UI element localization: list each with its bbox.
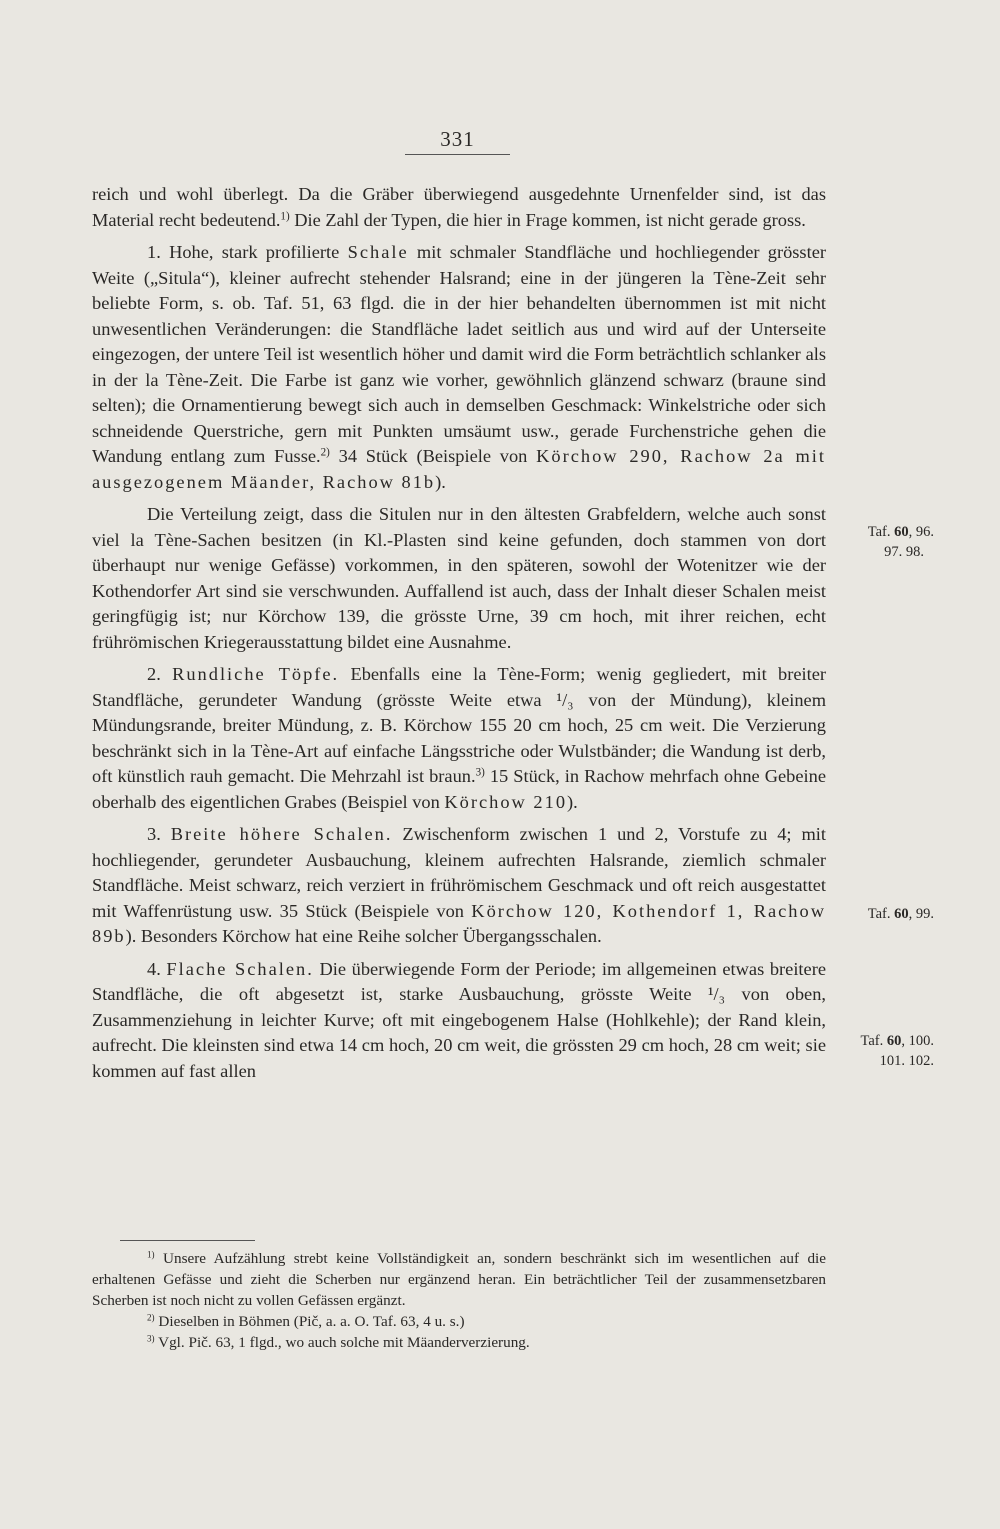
footnote-1	[92, 1248, 826, 1311]
text-run: ).	[567, 791, 578, 812]
footnote-text: Dieselben in Böhmen (Pič, a. a. O. Taf. 63, 4 u. s.)	[154, 1313, 465, 1330]
figure-refs: , 99.	[908, 906, 934, 922]
figure-refs: , 96.	[908, 524, 934, 540]
text-run: 15 Stück, in Rachow mehrfach ohne Gebeine oberhalb des eigentlichen Grabes (Beispiel von	[92, 766, 826, 812]
footnote-mark: 3)	[147, 1333, 155, 1344]
footnotes	[92, 1248, 826, 1353]
text-run: 2.	[147, 664, 173, 684]
plate-number: 60	[886, 1033, 902, 1049]
plate-number: 60	[894, 524, 909, 540]
spaced-term: Breite höhere Schalen.	[170, 824, 393, 844]
footnote-mark: 1)	[147, 1249, 155, 1260]
text-run: ). Besonders Körchow hat eine Reihe solcher Übergangsschalen.	[125, 926, 602, 946]
body-text	[92, 182, 826, 1091]
text-run: Die überwiegende Form der Periode; im allgemeinen etwas breitere Standfläche, die oft abgesetzt ist, starke Ausbauchung, grösste Weite ¹/₃ von oben, Zusammenziehung in leichter Kurve; oft mit eingebogenem Halse (Hohlkehle); der Rand klein, aufrecht. Die kleinsten sind etwa 14 cm hoch, 20 cm weit, die grössten 29 cm hoch, 28 cm weit; sie kommen auf fast allen	[92, 958, 826, 1081]
text-run: Die Verteilung zeigt, dass die Situlen nur in den ältesten Grabfeldern, welche auch sonst viel la Tène-Sachen besitzen (in Kl.-Plasten sind keine gefunden, doch stammen von dort überhaupt nur wenige Gefässe) vorkommen, in den späteren, sowohl der Wotenitzer wie der Kothendorfer Art sind sie verschwunden. Auffallend ist auch, dass der Inhalt dieser Schalen meist geringfügig ist; nur Körchow 139, die grösste Urne, 39 cm hoch, mit ihrer reichen, echt frührömischen Kriegerausstattung bildet eine Ausnahme.	[92, 504, 826, 652]
margin-prefix: Taf.	[867, 524, 891, 540]
plate-number: 60	[894, 906, 909, 922]
spaced-term: Körchow 290, Rachow 2a mit ausgezogenem Mäander, Rachow 81b	[92, 446, 826, 492]
footnote-ref: 2)	[320, 446, 330, 459]
text-run: Die Zahl der Typen, die hier in Frage kommen, ist nicht gerade gross.	[289, 209, 806, 230]
spaced-term: Flache Schalen.	[166, 958, 314, 979]
margin-note-plate-60-100	[834, 1031, 934, 1071]
footnote-text: Unsere Aufzählung strebt keine Vollständigkeit an, sondern beschränkt sich im wesentlichen auf die erhaltenen Gefässe und zieht die Scherben nur ergänzend heran. Ein beträchtlicher Teil der zusammensetzbaren Scherben ist noch nicht zu vollen Gefässen ergänzt.	[92, 1250, 826, 1309]
margin-prefix: Taf.	[867, 906, 891, 922]
paragraph-type-2	[92, 662, 826, 815]
margin-note-plate-60-99	[834, 904, 934, 924]
text-run: reich und wohl überlegt. Da die Gräber überwiegend ausgedehnte Urnenfelder sind, ist das Material recht bedeutend.	[92, 184, 826, 230]
text-run: mit schmaler Standfläche und hochliegender grösster Weite („Situla“), kleiner aufrecht stehender Halsrand; eine in der jüngeren la Tène-Zeit sehr beliebte Form, s. ob. Taf. 51, 63 flgd. die in der hier behandelten übernommen ist mit nicht unwesentlichen Veränderungen: die Standfläche ladet seitlich aus und wird auf der Unterseite eingezogen, der untere Teil ist wesentlich höher und damit wird die Form beträchtlich schlanker als in der la Tène-Zeit. Die Farbe ist ganz wie vorher, gewöhnlich glänzend schwarz (braune sind selten); die Ornamentierung bewegt sich auch in demselben Geschmack: Winkelstriche oder sich schneidende Querstriche, gern mit Punkten umsäumt usw., gerade Furchenstriche gehen die Wandung entlang zum Fusse.	[92, 242, 826, 466]
text-run: Zwischenform zwischen 1 und 2, Vorstufe zu 4; mit hochliegender, gerundeter Ausbauchung, kleinem aufrechten Halsrande, ziemlich schmaler Standfläche. Meist schwarz, reich verziert in frührömischem Geschmack und oft reich ausgestattet mit Waffenrüstung usw. 35 Stück (Beispiele von	[92, 824, 827, 921]
footnote-ref: 1)	[280, 209, 290, 222]
paragraph-type-3	[92, 822, 826, 950]
footnote-2	[92, 1311, 826, 1332]
text-run: 1. Hohe, stark profilierte	[147, 242, 348, 262]
page-number: 331	[405, 127, 510, 155]
text-run: ).	[435, 471, 446, 492]
figure-refs: 97. 98.	[884, 544, 924, 560]
footnote-text: Vgl. Pič. 63, 1 flgd., wo auch solche mit Mäanderverzierung.	[154, 1334, 530, 1351]
figure-refs: , 100.	[901, 1033, 934, 1049]
spaced-term: Körchow 120, Kothendorf 1, Rachow 89b	[92, 900, 826, 946]
footnote-ref: 3)	[475, 766, 485, 779]
paragraph-intro	[92, 182, 826, 233]
paragraph-distribution	[92, 502, 826, 655]
spaced-term: Körchow 210	[444, 791, 568, 812]
text-run: Ebenfalls eine la Tène-Form; wenig gegliedert, mit breiter Standfläche, gerundeter Wandung (grösste Weite etwa ¹/₃ von der Mündung), kleinem Mündungsrande, breiter Mündung, z. B. Körchow 155 20 cm hoch, 25 cm weit. Die Verzierung beschränkt sich in la Tène-Art auf einfache Längsstriche oder Wulstbänder; die Wandung ist derb, oft künstlich rauh gemacht. Die Mehrzahl ist braun.	[92, 664, 826, 786]
footnote-mark: 2)	[147, 1312, 155, 1323]
text-run: 34 Stück (Beispiele von	[329, 446, 537, 466]
spaced-term: Rundliche Töpfe.	[172, 664, 340, 684]
text-run: 3.	[147, 824, 171, 844]
margin-note-plate-60-96	[834, 522, 934, 562]
paragraph-type-4	[92, 957, 826, 1085]
figure-refs: 101. 102.	[879, 1053, 934, 1069]
spaced-term: Schale	[347, 242, 409, 262]
text-run: 4.	[147, 958, 167, 979]
margin-prefix: Taf.	[860, 1033, 884, 1049]
paragraph-type-1	[92, 240, 826, 495]
footnote-divider	[120, 1240, 255, 1241]
footnote-3	[92, 1332, 826, 1353]
